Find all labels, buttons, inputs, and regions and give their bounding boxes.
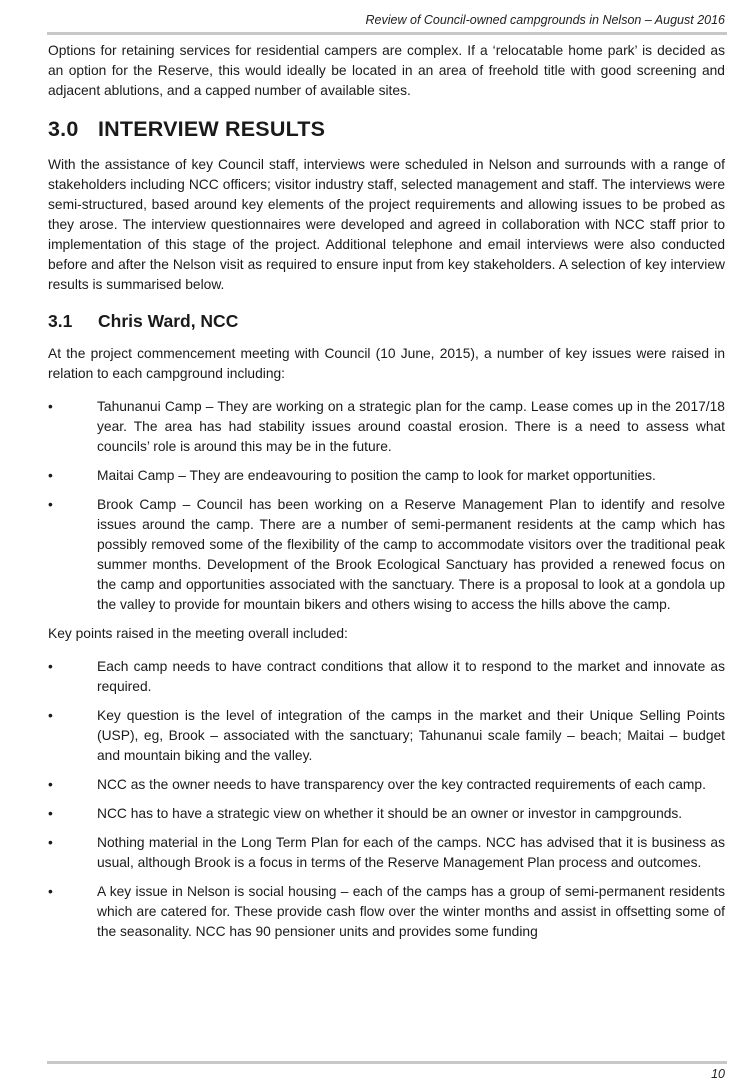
subsection-heading [48,308,725,334]
list-item [48,706,725,766]
section-title: INTERVIEW RESULTS [98,117,326,141]
subsection-intro: At the project commencement meeting with Council (10 June, 2015), a number of key issues were raised in relation to each campground including: [48,346,725,381]
key-points-list [48,657,725,942]
subsection-number: 3.1 [48,311,73,331]
list-item-text: Tahunanui Camp – They are working on a strategic plan for the camp. Lease comes up in the 2017/18 year. The area has had stability issues around coastal erosion. There is a need to assess what councils’ role is around this may be in the future. [97,399,725,454]
bullet-icon: • [48,399,53,414]
bullet-icon: • [48,806,53,821]
list-item-text: NCC has to have a strategic view on whether it should be an owner or investor in campgrounds. [97,806,683,821]
list-item-text: A key issue in Nelson is social housing – each of the camps has a group of semi-permanent residents which are catered for. These provide cash flow over the winter months and assist in offsetting some of the seasonality. NCC has 90 pensioner units and provides some funding [97,884,725,939]
list-item-text: Brook Camp – Council has been working on a Reserve Management Plan to identify and resolve issues around the camp. There are a number of semi-permanent residents at the camp which has possibly removed some of the flexibility of the camp to accommodate visitors over the traditional peak summer months. Development of the Brook Ecological Sanctuary has provided a renewed focus on the camp and opportunities associated with the sanctuary. There is a proposal to look at a gondola up the valley to provide for mountain bikers and others wising to access the hills above the camp. [97,497,725,612]
bullet-icon: • [48,835,53,850]
bullet-icon: • [48,497,53,512]
camp-bullet-list [48,397,725,615]
bullet-icon: • [48,708,53,723]
bullet-icon: • [48,468,53,483]
key-points-intro: Key points raised in the meeting overall included: [48,626,348,641]
list-item [48,397,725,457]
list-item [48,657,725,697]
section-paragraph: With the assistance of key Council staff, interviews were scheduled in Nelson and surrounds with a range of stakeholders including NCC officers; visitor industry staff, selected management and staff. The interviews were semi-structured, based around key elements of the project requirements and allowing issues to be probed as they arose. The interview questionnaires were developed and agreed in collaboration with NCC staff prior to implementation of this stage of the project. Additional telephone and email interviews were also conducted before and after the Nelson visit as required to ensure input from key stakeholders. A selection of key interview results is summarised below. [48,157,725,292]
footer-rule [47,1061,727,1064]
running-header: Review of Council-owned campgrounds in Nelson – August 2016 [365,13,725,27]
list-item [48,882,725,942]
list-item [48,495,725,615]
list-item [48,466,725,486]
list-item-text: Key question is the level of integration of the camps in the market and their Unique Selling Points (USP), eg, Brook – associated with the sanctuary; Tahunanui scale family – beach; Maitai – budget and mountain biking and the valley. [97,708,725,763]
bullet-icon: • [48,659,53,674]
section-number: 3.0 [48,117,79,141]
header-rule [47,32,727,35]
list-item [48,833,725,873]
list-item [48,804,725,824]
subsection-title: Chris Ward, NCC [98,311,239,331]
page-content [48,41,725,951]
bullet-icon: • [48,777,53,792]
list-item-text: Each camp needs to have contract conditions that allow it to respond to the market and innovate as required. [97,659,725,694]
list-item-text: NCC as the owner needs to have transparency over the key contracted requirements of each camp. [97,777,706,792]
list-item [48,775,725,795]
bullet-icon: • [48,884,53,899]
list-item-text: Nothing material in the Long Term Plan for each of the camps. NCC has advised that it is business as usual, although Brook is a focus in terms of the Reserve Management Plan process and outcomes. [97,835,725,870]
list-item-text: Maitai Camp – They are endeavouring to position the camp to look for market opportunities. [97,468,656,483]
section-heading [48,114,725,144]
intro-paragraph: Options for retaining services for residential campers are complex. If a ‘relocatable home park’ is decided as an option for the Reserve, this would ideally be located in an area of freehold title with good screening and adjacent ablutions, and a capped number of available sites. [48,43,725,98]
page-number: 10 [711,1067,725,1081]
